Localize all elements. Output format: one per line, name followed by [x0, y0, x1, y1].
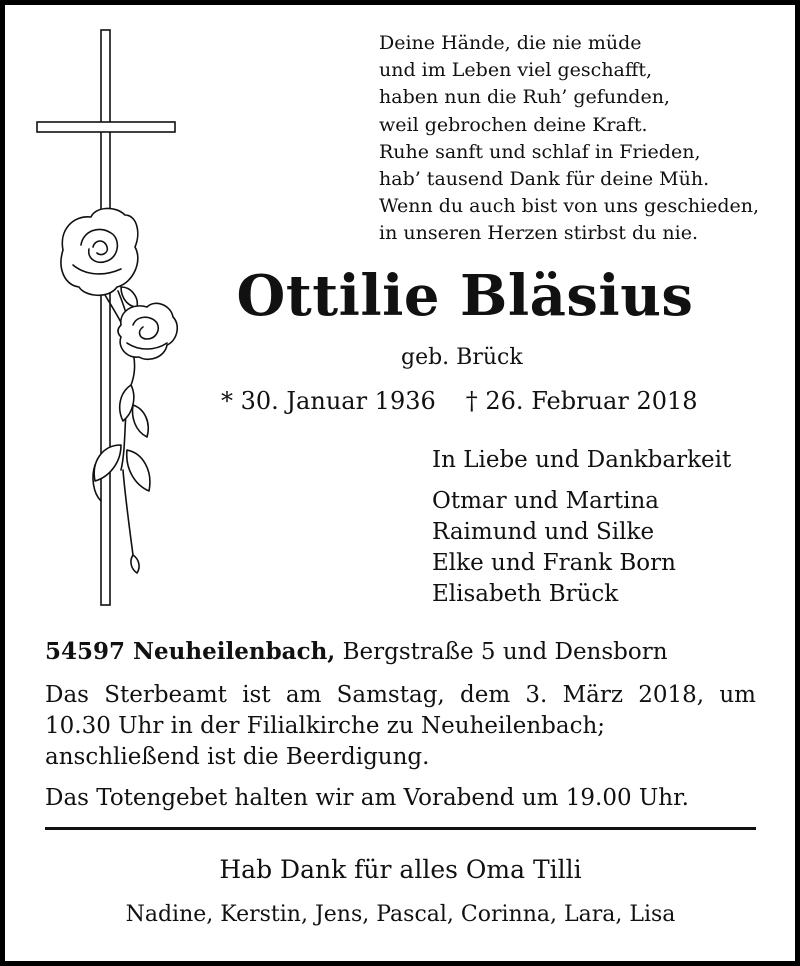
grandchildren-names: Nadine, Kerstin, Jens, Pascal, Corinna, Lara, Lisa [125, 902, 676, 927]
poem-line: haben nun die Ruh’ gefunden, [379, 86, 670, 109]
address-street: Bergstraße 5 und Densborn [342, 639, 668, 665]
poem-line: weil gebrochen deine Kraft. [379, 113, 648, 136]
poem-line: in unseren Herzen stirbst du nie. [379, 222, 699, 245]
address-line [45, 638, 668, 665]
mourner-name: Elisabeth Brück [432, 581, 619, 607]
life-dates [221, 387, 698, 415]
funeral-service-info [45, 680, 756, 773]
mourner-name: Raimund und Silke [432, 519, 655, 545]
divider [45, 827, 756, 830]
memorial-poem [379, 30, 789, 248]
birth-date: * 30. Januar 1936 [221, 387, 436, 415]
address-place: 54597 Neuheilenbach, [45, 638, 336, 665]
rosary-info: Das Totengebet halten wir am Vorabend um 19.00 Uhr. [45, 785, 689, 811]
mourner-name: Elke und Frank Born [432, 550, 676, 576]
obituary-notice [5, 5, 795, 961]
poem-line: und im Leben viel geschafft, [379, 59, 653, 82]
death-date: † 26. Februar 2018 [465, 387, 698, 415]
poem-line: Ruhe sanft und schlaf in Frieden, [379, 140, 701, 163]
poem-line: Deine Hände, die nie müde [379, 32, 642, 54]
mourner-name: Otmar und Martina [432, 488, 659, 514]
mourners-block [432, 445, 731, 610]
mourners-lead: In Liebe und Dankbarkeit [432, 447, 732, 473]
poem-line: hab’ tausend Dank für deine Müh. [379, 168, 710, 191]
closing-thanks: Hab Dank für alles Oma Tilli [219, 855, 582, 884]
deceased-name: Ottilie Bläsius [236, 263, 694, 329]
service-text: Das Sterbeamt ist am Samstag, dem 3. März 2018, um 10.30 Uhr in der Filialkirche zu Neuheilenbach; [45, 682, 756, 739]
poem-line: Wenn du auch bist von uns geschieden, [379, 195, 760, 218]
birth-name: geb. Brück [401, 345, 523, 370]
service-text-burial: anschließend ist die Beerdigung. [45, 744, 430, 770]
